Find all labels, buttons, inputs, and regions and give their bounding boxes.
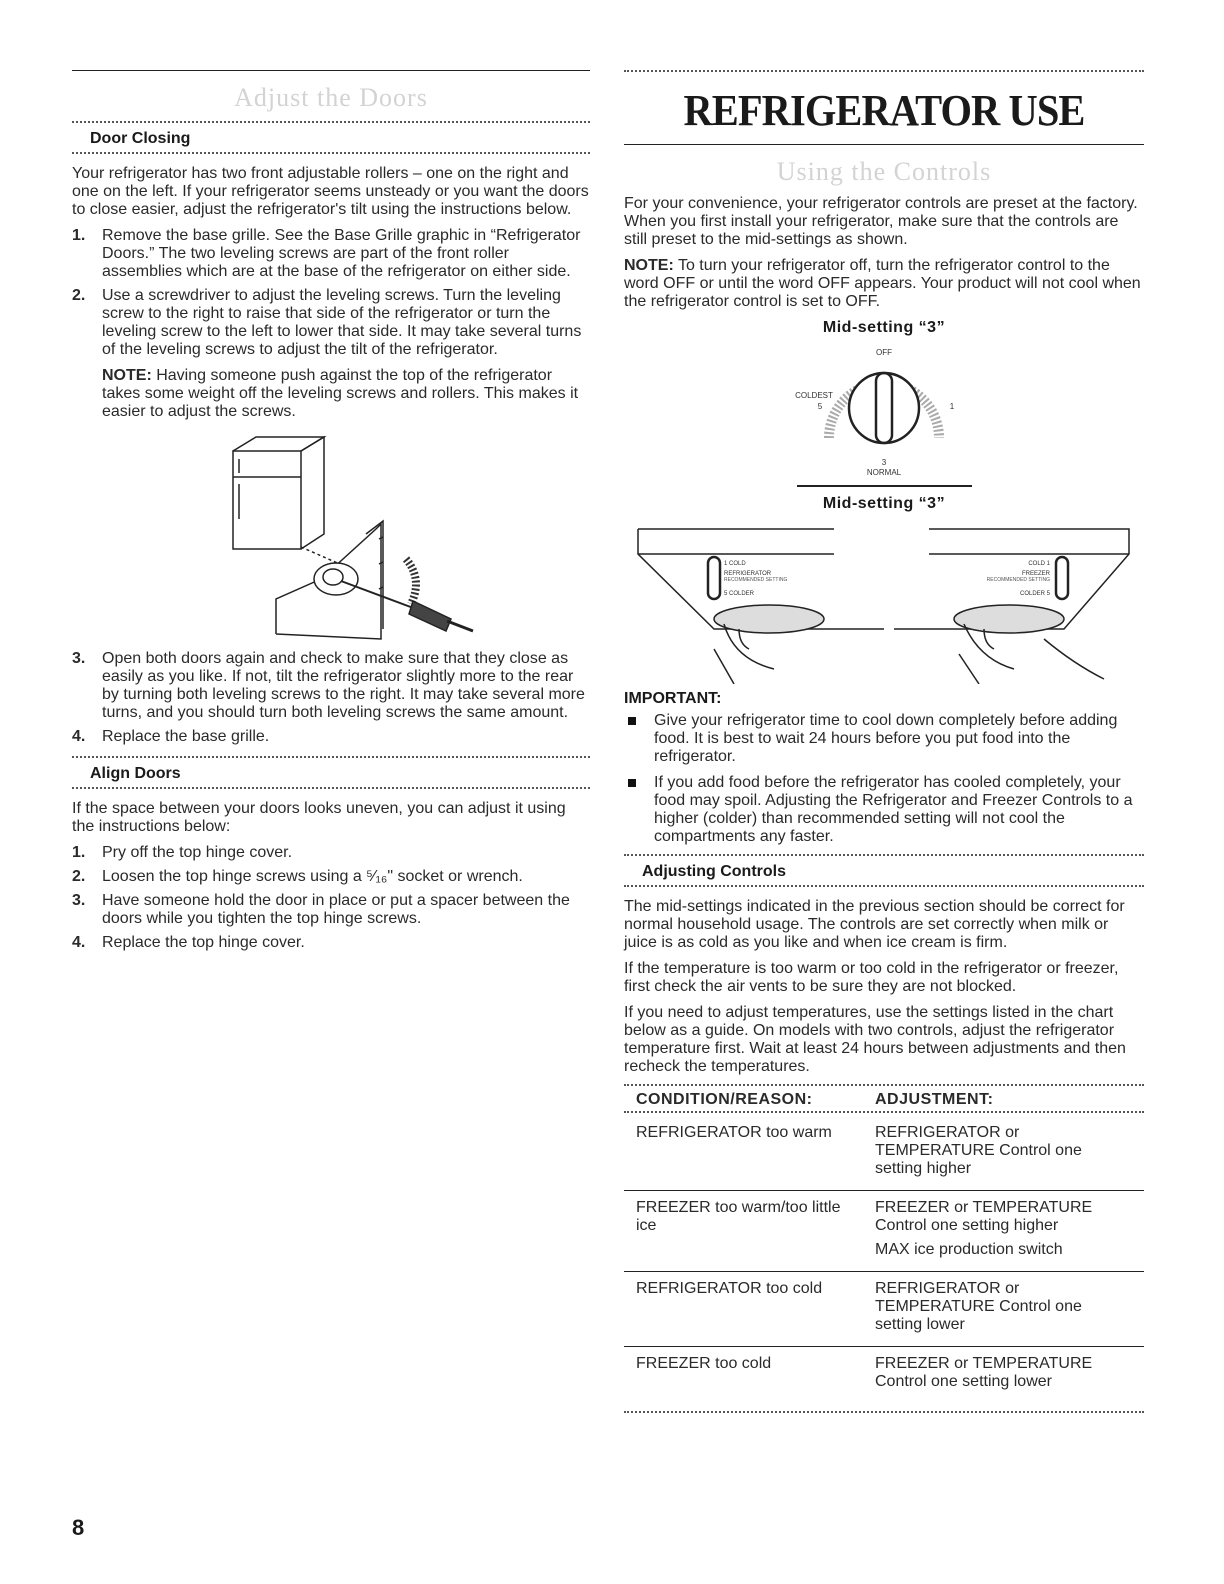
door-closing-steps [72,227,590,359]
dial-label-coldest: COLDEST [795,391,833,400]
list-item: 3. Open both doors again and check to make sure that they close as easily as you like. If not, tilt the refrigerator slightly more to the rear by turning both leveling screws to the right. It may take several more turns, and you should turn both leveling screws the same amount. [72,650,585,721]
panel-left-refrigerator: REFRIGERATOR [724,571,772,577]
dial-label-3: 3 [881,458,887,467]
page-number: 8 [72,1515,85,1540]
table-row: REFRIGERATOR too warm REFRIGERATOR or TEMPERATURE Control one setting higher [624,1116,1144,1191]
adjustment-table [624,1089,1144,1403]
list-item: Give your refrigerator time to cool down completely before adding food. It is best to wait 24 hours before you put food into the refrigerator. [624,712,1144,766]
dotted-divider [72,152,590,157]
table-row: REFRIGERATOR too cold REFRIGERATOR or TEMPERATURE Control one setting lower [624,1272,1144,1347]
align-doors-steps [72,844,590,952]
adjusting-paragraph-2: If the temperature is too warm or too cold in the refrigerator or freezer, first check the air vents to be sure they are not blocked. [624,960,1119,995]
dotted-divider [72,121,590,126]
bullet-square-icon [628,779,636,787]
caption-mid-setting-panel: Mid-setting “3” [822,495,946,512]
right-column [624,70,1144,1416]
bullet-square-icon [628,717,636,725]
door-closing-intro: Your refrigerator has two front adjustable rollers – one on the right and one on the left. If your refrigerator seems unsteady or you want the doors to close easier, adjust the refrigerator's tilt using the instructions below. [72,165,589,218]
dotted-divider [624,70,1144,75]
list-item: 1. Remove the base grille. See the Base Grille graphic in “Refrigerator Doors.” The two leveling screws are part of the front roller assemblies which are at the base of the refrigerator on either side. [72,227,581,280]
dial-label-5: 5 [817,402,823,411]
panel-right-freezer: FREEZER [1021,571,1050,577]
table-header-row [624,1089,1144,1111]
list-item: 4. Replace the top hinge cover. [72,934,305,951]
control-panel-illustration [624,519,1144,684]
column-header-adjustment: ADJUSTMENT: [875,1091,994,1108]
table-row: FREEZER too cold FREEZER or TEMPERATURE Control one setting lower [636,1355,1093,1390]
column-header-condition: CONDITION/REASON: [636,1091,813,1108]
controls-note: NOTE: To turn your refrigerator off, turn the refrigerator control to the word OFF or until the word OFF appears. Your product will not cool when the refrigerator control is set to OFF. [624,257,1141,310]
list-item: If you add food before the refrigerator has cooled completely, your food may spoil. Adjusting the Refrigerator and Freezer Controls to a higher (colder) than recommended setting will not cool the compartments any faster. [624,774,1144,846]
important-label: IMPORTANT: [624,690,722,707]
page-title: REFRIGERATOR USE [683,86,1085,135]
door-closing-steps-continued [72,650,590,746]
dial-label-1: 1 [949,402,955,411]
leveling-screw-illustration [161,429,501,644]
section-title-using-controls: Using the Controls [776,157,992,186]
list-item: 2. Use a screwdriver to adjust the leveling screws. Turn the leveling screw to the right to raise that side of the refrigerator or turn the leveling screw to the left to lower that side. It may take several turns of the leveling screws to adjust the tilt of the refrigerator. [72,287,582,358]
adjusting-paragraph-1: The mid-settings indicated in the previous section should be correct for normal household usage. The controls are set correctly when milk or juice is as cold as you like and when ice cream is firm. [624,898,1125,951]
heading-door-closing: Door Closing [90,130,191,147]
door-closing-note: NOTE: Having someone push against the top of the refrigerator takes some weight off the leveling screws and rollers. This makes it easier to adjust the screws. [102,367,579,420]
heading-align-doors: Align Doors [90,765,181,782]
list-item: 2. Loosen the top hinge screws using a ⁵⁄₁₆" socket or wrench. [72,868,523,885]
controls-intro: For your convenience, your refrigerator controls are preset at the factory. When you first install your refrigerator, make sure that the controls are still preset to the mid-settings as shown. [624,195,1138,248]
dotted-divider [624,1411,1144,1416]
dotted-divider [624,885,1144,890]
title-rule [624,144,1144,145]
important-list [624,712,1144,846]
panel-left-recommended: RECOMMENDED SETTING [724,577,788,583]
list-item: 1. Pry off the top hinge cover. [72,844,293,861]
panel-right-colder: COLDER 5 [1019,591,1050,597]
dial-label-normal: NORMAL [866,468,902,477]
max-ice-note: MAX ice production switch [875,1241,1063,1258]
heading-adjusting-controls: Adjusting Controls [642,863,786,880]
left-column [72,70,590,958]
dotted-divider [72,756,590,761]
adjusting-paragraph-3: If you need to adjust temperatures, use the settings listed in the chart below as a guide. On models with two controls, adjust the refrigerator temperature first. Wait at least 24 hours between adjustments and then recheck the temperatures. [624,1004,1126,1075]
list-item: 4. Replace the base grille. [72,728,270,745]
caption-mid-setting-dial: Mid-setting “3” [822,319,946,336]
table-row: FREEZER too warm/too little ice FREEZER or TEMPERATURE Control one setting higher MAX ice production switch [624,1191,1144,1272]
panel-right-cold: COLD 1 [1028,561,1050,567]
panel-right-recommended: RECOMMENDED SETTING [986,577,1050,583]
panel-left-cold: 1 COLD [724,561,746,567]
panel-left-colder: 5 COLDER [724,591,755,597]
align-doors-intro: If the space between your doors looks uneven, you can adjust it using the instructions below: [72,800,566,835]
dotted-divider [624,854,1144,859]
top-rule [72,70,590,71]
section-title-adjust-doors: Adjust the Doors [234,83,428,112]
control-dial-illustration [784,343,984,483]
dotted-divider [72,787,590,792]
dial-label-off: OFF [876,348,892,357]
list-item: 3. Have someone hold the door in place or put a spacer between the doors while you tighten the top hinge screws. [72,892,570,927]
dial-underline [797,485,972,487]
